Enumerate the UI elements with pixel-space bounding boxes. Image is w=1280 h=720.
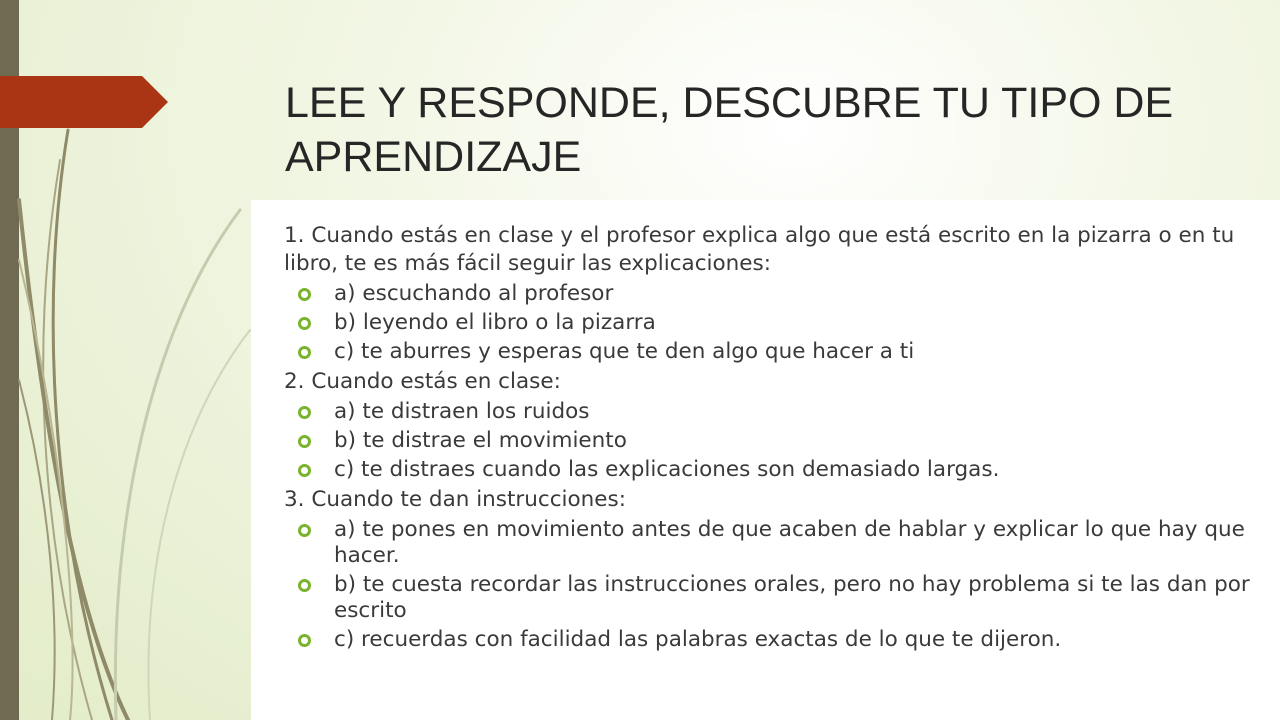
option-item xyxy=(284,457,1274,483)
option-item xyxy=(284,310,1274,336)
bullet-circle-icon xyxy=(298,634,311,647)
title-arrow-icon xyxy=(0,76,168,128)
bullet-circle-icon xyxy=(298,288,311,301)
bullet-circle-icon xyxy=(298,346,311,359)
option-item xyxy=(284,339,1274,365)
option-text: a) escuchando al profesor xyxy=(334,281,614,306)
bullet-circle-icon xyxy=(298,524,311,537)
option-text: a) te distraen los ruidos xyxy=(334,399,590,424)
option-text: c) te distraes cuando las explicaciones son demasiado largas. xyxy=(334,457,1000,482)
slide-title: LEE Y RESPONDE, DESCUBRE TU TIPO DE APRENDIZAJE xyxy=(285,79,1174,181)
option-text: b) te distrae el movimiento xyxy=(334,428,627,453)
option-text: b) te cuesta recordar las instrucciones orales, pero no hay problema si te las dan por escrito xyxy=(334,572,1250,623)
question-heading: 1. Cuando estás en clase y el profesor explica algo que está escrito en la pizarra o en tu libro, te es más fácil seguir las explicaciones: xyxy=(284,223,1235,276)
option-text: c) recuerdas con facilidad las palabras exactas de lo que te dijeron. xyxy=(334,627,1062,652)
bullet-circle-icon xyxy=(298,317,311,330)
option-item xyxy=(284,428,1274,454)
option-item xyxy=(284,517,1274,569)
question-heading: 3. Cuando te dan instrucciones: xyxy=(284,487,626,512)
option-text: a) te pones en movimiento antes de que acaben de hablar y explicar lo que hay que hacer. xyxy=(334,517,1245,568)
option-item xyxy=(284,572,1274,624)
question-heading: 2. Cuando estás en clase: xyxy=(284,369,561,394)
option-text: c) te aburres y esperas que te den algo que hacer a ti xyxy=(334,339,915,364)
bullet-circle-icon xyxy=(298,464,311,477)
option-item xyxy=(284,399,1274,425)
question-1 xyxy=(284,222,1274,365)
option-item xyxy=(284,281,1274,307)
quiz-content xyxy=(284,222,1274,656)
bullet-circle-icon xyxy=(298,435,311,448)
question-3 xyxy=(284,486,1274,653)
option-text: b) leyendo el libro o la pizarra xyxy=(334,310,656,335)
bullet-circle-icon xyxy=(298,579,311,592)
question-2 xyxy=(284,368,1274,483)
bullet-circle-icon xyxy=(298,406,311,419)
option-item xyxy=(284,627,1274,653)
